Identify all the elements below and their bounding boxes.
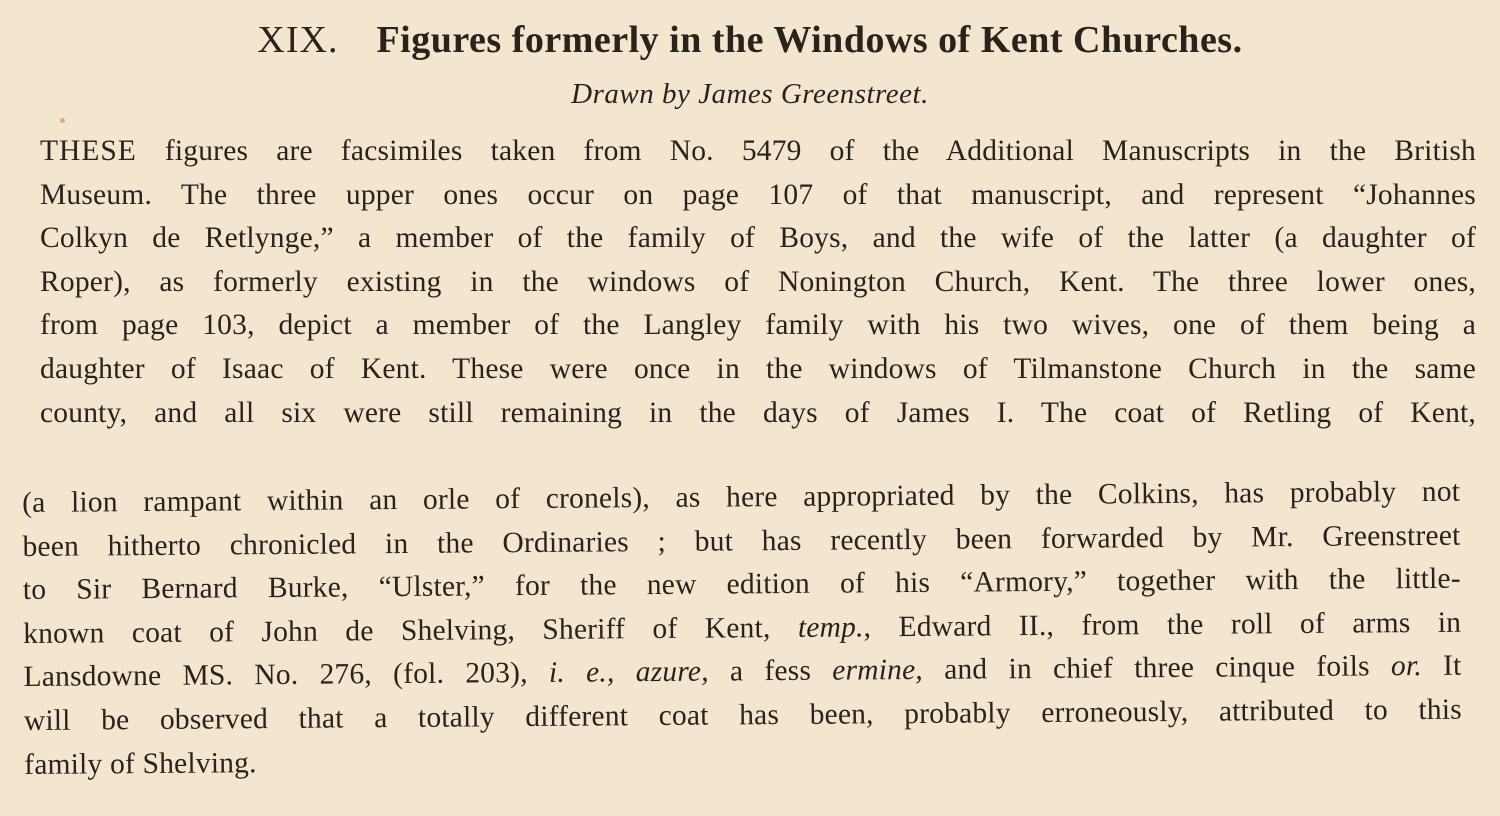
line-text: a fess — [708, 655, 833, 688]
text-line: been hitherto chronicled in the Ordinaries ; but has recently been forwarded by Mr. Greenstreet — [22, 519, 1461, 563]
text-line — [40, 130, 1476, 174]
paper-speck — [60, 118, 65, 123]
paragraph-1 — [40, 130, 1476, 435]
plate-numeral: XIX. — [257, 19, 339, 61]
italic-term: i. e., azure, — [548, 655, 709, 690]
line-text: Lansdowne MS. No. 276, (fol. 203), — [23, 657, 550, 694]
line-text: and in chief three cinque foils — [922, 650, 1392, 687]
line-text: , Edward II., from the roll of arms in — [863, 606, 1462, 644]
plate-title: Figures formerly in the Windows of Kent Churches. — [376, 19, 1243, 61]
line-text: known coat of John de Shelving, Sheriff of Kent, — [23, 611, 799, 650]
plate-heading — [0, 18, 1500, 62]
italic-term: temp. — [797, 611, 864, 644]
drop-word: THESE — [40, 135, 137, 167]
line-text: It — [1421, 650, 1462, 683]
italic-term: or. — [1390, 650, 1423, 683]
text-line: to Sir Bernard Burke, “Ulster,” for the new edition of his “Armory,” together with the little- — [22, 562, 1461, 607]
text-line: from page 103, depict a member of the Langley family with his two wives, one of them being a — [40, 309, 1476, 342]
text-line: Roper), as formerly existing in the windows of Nonington Church, Kent. The three lower ones, — [40, 265, 1476, 298]
line-text: figures are facsimiles taken from No. 5479 of the Additional Manuscripts in the British — [136, 135, 1476, 167]
text-line: (a lion rampant within an orle of cronels), as here appropriated by the Colkins, has probably not — [22, 475, 1461, 519]
text-line: Museum. The three upper ones occur on page 107 of that manuscript, and represent “Johannes — [40, 178, 1476, 211]
text-line: will be observed that a totally different coat has been, probably erroneously, attributed to this — [23, 693, 1462, 737]
italic-term: ermine, — [832, 654, 924, 688]
byline: Drawn by James Greenstreet. — [571, 78, 929, 110]
text-line: county, and all six were still remaining in the days of James I. The coat of Retling of Kent, — [40, 396, 1476, 429]
paragraph-2 — [22, 471, 1462, 787]
text-line: daughter of Isaac of Kent. These were once in the windows of Tilmanstone Church in the same — [40, 352, 1476, 385]
text-line: family of Shelving. — [24, 746, 257, 781]
text-line: Colkyn de Retlynge,” a member of the family of Boys, and the wife of the latter (a daughter of — [40, 222, 1476, 255]
